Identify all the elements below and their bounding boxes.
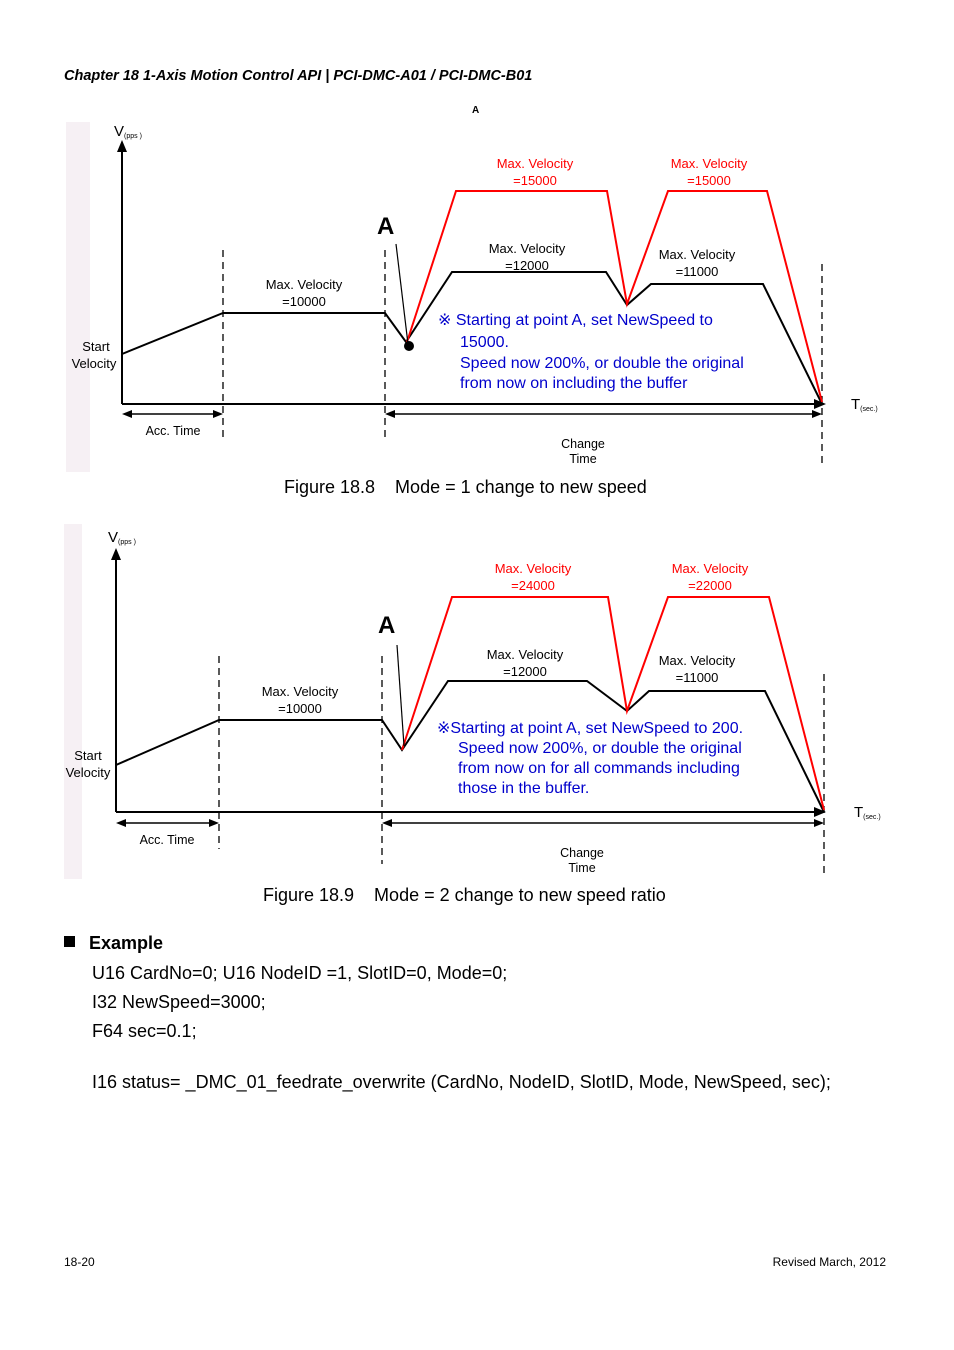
max-velocity-2-value: =12000	[503, 664, 547, 679]
note-line-2: 15000.	[460, 334, 509, 351]
new-velocity-profile	[402, 597, 824, 810]
change-time-label-1: Change	[561, 437, 605, 451]
figure-18-8	[66, 122, 888, 472]
change-span-right-arrow	[814, 819, 824, 827]
figure-18-9-diagram	[64, 524, 890, 879]
acc-time-label: Acc. Time	[145, 424, 201, 438]
note-line-1: ※ Starting at point A, set NewSpeed to	[438, 312, 713, 329]
v-axis-arrow	[111, 548, 121, 560]
t-axis-label: T(sec.)	[854, 804, 881, 821]
red-max-velocity-1-value: =15000	[513, 173, 557, 188]
left-tint	[64, 524, 82, 879]
example-code-line-3: F64 sec=0.1;	[92, 1021, 197, 1041]
example-code-line-1: U16 CardNo=0; U16 NodeID =1, SlotID=0, Mode=0;	[92, 963, 508, 983]
note-line-2: Speed now 200%, or double the original	[458, 740, 742, 757]
red-max-velocity-1-value: =24000	[511, 578, 555, 593]
square-bullet-icon	[64, 936, 75, 947]
max-velocity-2-value: =12000	[505, 258, 549, 273]
start-velocity-label-1: Start	[82, 339, 110, 354]
max-velocity-3-title: Max. Velocity	[658, 247, 736, 262]
figure-18-9	[64, 524, 890, 879]
change-span-left-arrow	[385, 410, 395, 418]
revision-date: Revised March, 2012	[772, 1255, 886, 1269]
figure-18-8-diagram	[66, 122, 888, 472]
small-marker: A	[472, 105, 480, 116]
acc-span-left-arrow	[116, 819, 126, 827]
max-velocity-1-value: =10000	[282, 294, 326, 309]
note-line-4: from now on including the buffer	[460, 375, 688, 392]
change-time-label-2: Time	[569, 452, 597, 466]
change-span-left-arrow	[382, 819, 392, 827]
note-line-3: from now on for all commands including	[458, 760, 740, 777]
point-a-label: A	[377, 213, 395, 240]
max-velocity-1-title: Max. Velocity	[265, 277, 343, 292]
max-velocity-1-value: =10000	[278, 701, 322, 716]
t-axis-label: T(sec.)	[851, 396, 878, 413]
note-line-4: those in the buffer.	[458, 780, 590, 797]
example-code-line-4: I16 status= _DMC_01_feedrate_overwrite (CardNo, NodeID, SlotID, Mode, NewSpeed, sec);	[92, 1072, 831, 1092]
point-a-label: A	[378, 612, 396, 639]
red-max-velocity-1-title: Max. Velocity	[496, 156, 574, 171]
max-velocity-2-title: Max. Velocity	[486, 647, 564, 662]
v-axis-arrow	[117, 140, 127, 152]
chapter-header: Chapter 18 1-Axis Motion Control API | PCI-DMC-A01 / PCI-DMC-B01	[64, 68, 533, 84]
example-heading-text: Example	[89, 933, 164, 953]
v-axis-label: V(pps )	[114, 123, 142, 140]
red-max-velocity-1-title: Max. Velocity	[494, 561, 572, 576]
point-a-pointer	[397, 645, 404, 746]
change-time-label-2: Time	[568, 861, 596, 875]
max-velocity-3-value: =11000	[675, 264, 719, 279]
example-heading	[64, 933, 163, 954]
acc-time-label: Acc. Time	[139, 833, 195, 847]
figure-18-8-caption: Figure 18.8 Mode = 1 change to new speed	[284, 477, 647, 497]
max-velocity-3-title: Max. Velocity	[658, 653, 736, 668]
start-velocity-label-1: Start	[74, 748, 102, 763]
change-span-right-arrow	[812, 410, 822, 418]
figure-18-9-caption: Figure 18.9 Mode = 2 change to new speed ratio	[263, 885, 666, 905]
max-velocity-1-title: Max. Velocity	[261, 684, 339, 699]
max-velocity-3-value: =11000	[675, 670, 719, 685]
acc-span-left-arrow	[122, 410, 132, 418]
v-axis-label: V(pps )	[108, 529, 136, 546]
start-velocity-label-2: Velocity	[71, 356, 117, 371]
example-code-line-2: I32 NewSpeed=3000;	[92, 992, 266, 1012]
point-a-dot	[404, 341, 414, 351]
note-line-3: Speed now 200%, or double the original	[460, 355, 744, 372]
acc-span-right-arrow	[213, 410, 223, 418]
acc-span-right-arrow	[209, 819, 219, 827]
change-time-label-1: Change	[560, 846, 604, 860]
red-max-velocity-2-value: =15000	[687, 173, 731, 188]
red-max-velocity-2-title: Max. Velocity	[670, 156, 748, 171]
red-max-velocity-2-title: Max. Velocity	[671, 561, 749, 576]
red-max-velocity-2-value: =22000	[688, 578, 732, 593]
note-line-1: ※Starting at point A, set NewSpeed to 200.	[437, 720, 744, 737]
left-tint	[66, 122, 90, 472]
max-velocity-2-title: Max. Velocity	[488, 241, 566, 256]
start-velocity-label-2: Velocity	[65, 765, 111, 780]
page-number: 18-20	[64, 1255, 95, 1269]
